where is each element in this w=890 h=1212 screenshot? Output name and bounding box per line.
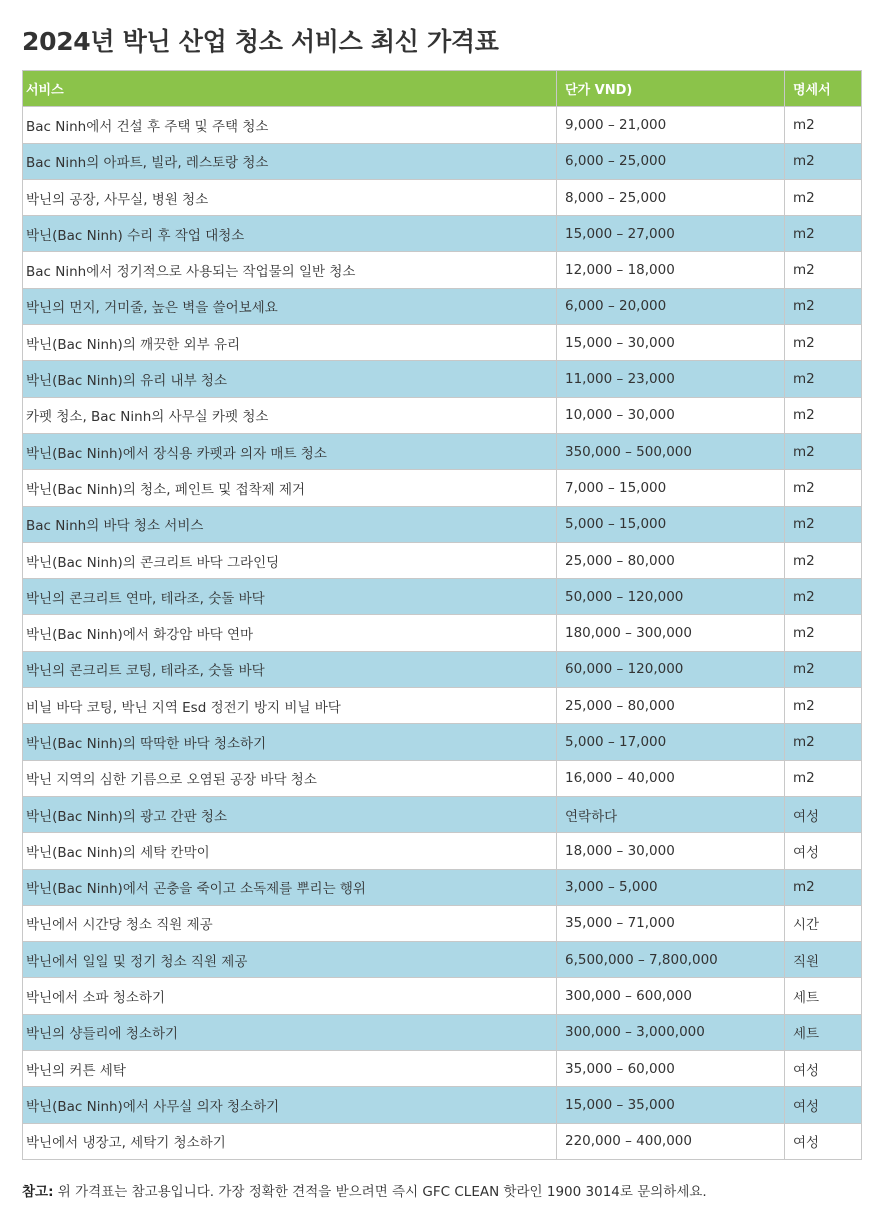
footnote-label: 참고: [22,1184,54,1200]
table-row [23,433,862,469]
unit-cell: 세트 [785,1014,862,1050]
price-cell: 9,000 – 21,000 [557,107,785,143]
table-row [23,179,862,215]
unit-cell: 여성 [785,1051,862,1087]
table-row [23,107,862,143]
price-cell: 60,000 – 120,000 [557,651,785,687]
price-cell: 35,000 – 60,000 [557,1051,785,1087]
price-cell: 25,000 – 80,000 [557,542,785,578]
price-cell: 35,000 – 71,000 [557,905,785,941]
table-row [23,942,862,978]
unit-cell: m2 [785,724,862,760]
unit-cell: m2 [785,433,862,469]
table-row [23,252,862,288]
table-row [23,688,862,724]
price-table [22,70,862,1160]
unit-cell: 여성 [785,1123,862,1159]
table-header-row [23,71,862,107]
price-cell: 6,000 – 20,000 [557,288,785,324]
unit-cell: 시간 [785,905,862,941]
price-cell: 350,000 – 500,000 [557,433,785,469]
table-row [23,651,862,687]
price-cell: 180,000 – 300,000 [557,615,785,651]
service-cell: 비닐 바닥 코팅, 박닌 지역 Esd 정전기 방지 비닐 바닥 [23,688,557,724]
service-cell: 박닌의 공장, 사무실, 병원 청소 [23,179,557,215]
service-cell: Bac Ninh의 아파트, 빌라, 레스토랑 청소 [23,143,557,179]
service-cell: 박닌에서 일일 및 정기 청소 직원 제공 [23,942,557,978]
table-row [23,579,862,615]
unit-cell: 여성 [785,833,862,869]
unit-cell: m2 [785,361,862,397]
unit-cell: m2 [785,615,862,651]
service-cell: 박닌의 커튼 세탁 [23,1051,557,1087]
unit-cell: m2 [785,325,862,361]
service-cell: 박닌의 샹들리에 청소하기 [23,1014,557,1050]
header-service: 서비스 [23,71,557,107]
page-title: 2024년 박닌 산업 청소 서비스 최신 가격표 [22,27,499,56]
table-row [23,760,862,796]
price-cell: 15,000 – 27,000 [557,216,785,252]
table-row [23,1014,862,1050]
table-row [23,1087,862,1123]
price-cell: 10,000 – 30,000 [557,397,785,433]
service-cell: 박닌(Bac Ninh)의 광고 간판 청소 [23,796,557,832]
price-cell: 3,000 – 5,000 [557,869,785,905]
service-cell: 박닌의 먼지, 거미줄, 높은 벽을 쓸어보세요 [23,288,557,324]
service-cell: 박닌(Bac Ninh)의 깨끗한 외부 유리 [23,325,557,361]
header-unit-price: 단가 VND) [557,71,785,107]
table-row [23,978,862,1014]
service-cell: 박닌(Bac Ninh)의 유리 내부 청소 [23,361,557,397]
table-row [23,361,862,397]
service-cell: 박닌에서 냉장고, 세탁기 청소하기 [23,1123,557,1159]
unit-cell: m2 [785,252,862,288]
price-cell: 6,500,000 – 7,800,000 [557,942,785,978]
unit-cell: m2 [785,470,862,506]
service-cell: 박닌(Bac Ninh)에서 화강암 바닥 연마 [23,615,557,651]
service-cell: 박닌의 콘크리트 코팅, 테라조, 숫돌 바닥 [23,651,557,687]
service-cell: 박닌에서 시간당 청소 직원 제공 [23,905,557,941]
unit-cell: 여성 [785,1087,862,1123]
price-cell: 300,000 – 600,000 [557,978,785,1014]
table-row [23,833,862,869]
footnote-text: 위 가격표는 참고용입니다. 가장 정확한 견적을 받으려면 즉시 GFC CLEAN 핫라인 1900 3014로 문의하세요. [53,1184,707,1200]
price-cell: 8,000 – 25,000 [557,179,785,215]
unit-cell: m2 [785,143,862,179]
service-cell: 박닌(Bac Ninh)의 딱딱한 바닥 청소하기 [23,724,557,760]
unit-cell: m2 [785,179,862,215]
price-cell: 25,000 – 80,000 [557,688,785,724]
table-row [23,1123,862,1159]
service-cell: 박닌(Bac Ninh)에서 장식용 카펫과 의자 매트 청소 [23,433,557,469]
unit-cell: m2 [785,542,862,578]
service-cell: 박닌(Bac Ninh)의 콘크리트 바닥 그라인딩 [23,542,557,578]
price-cell: 5,000 – 17,000 [557,724,785,760]
price-cell: 300,000 – 3,000,000 [557,1014,785,1050]
price-cell: 연락하다 [557,796,785,832]
price-cell: 7,000 – 15,000 [557,470,785,506]
service-cell: Bac Ninh에서 건설 후 주택 및 주택 청소 [23,107,557,143]
price-cell: 18,000 – 30,000 [557,833,785,869]
table-row [23,397,862,433]
price-cell: 220,000 – 400,000 [557,1123,785,1159]
service-cell: 박닌(Bac Ninh)에서 사무실 의자 청소하기 [23,1087,557,1123]
unit-cell: m2 [785,688,862,724]
unit-cell: m2 [785,869,862,905]
table-row [23,542,862,578]
table-row [23,143,862,179]
service-cell: 박닌(Bac Ninh)의 세탁 칸막이 [23,833,557,869]
table-row [23,216,862,252]
unit-cell: 세트 [785,978,862,1014]
service-cell: 박닌에서 소파 청소하기 [23,978,557,1014]
service-cell: 카펫 청소, Bac Ninh의 사무실 카펫 청소 [23,397,557,433]
table-row [23,724,862,760]
table-row [23,615,862,651]
service-cell: 박닌(Bac Ninh)에서 곤충을 죽이고 소독제를 뿌리는 행위 [23,869,557,905]
service-cell: 박닌 지역의 심한 기름으로 오염된 공장 바닥 청소 [23,760,557,796]
price-cell: 15,000 – 30,000 [557,325,785,361]
service-cell: 박닌(Bac Ninh)의 청소, 페인트 및 접착제 제거 [23,470,557,506]
unit-cell: m2 [785,397,862,433]
unit-cell: 여성 [785,796,862,832]
price-cell: 6,000 – 25,000 [557,143,785,179]
price-cell: 5,000 – 15,000 [557,506,785,542]
service-cell: 박닌의 콘크리트 연마, 테라조, 숫돌 바닥 [23,579,557,615]
unit-cell: 직원 [785,942,862,978]
price-cell: 16,000 – 40,000 [557,760,785,796]
table-row [23,470,862,506]
table-row [23,869,862,905]
service-cell: Bac Ninh에서 정기적으로 사용되는 작업물의 일반 청소 [23,252,557,288]
table-row [23,1051,862,1087]
unit-cell: m2 [785,107,862,143]
price-cell: 12,000 – 18,000 [557,252,785,288]
price-cell: 11,000 – 23,000 [557,361,785,397]
unit-cell: m2 [785,506,862,542]
footnote [22,1180,707,1200]
unit-cell: m2 [785,760,862,796]
header-specification: 명세서 [785,71,862,107]
table-row [23,288,862,324]
unit-cell: m2 [785,651,862,687]
unit-cell: m2 [785,579,862,615]
unit-cell: m2 [785,216,862,252]
table-row [23,905,862,941]
table-row [23,325,862,361]
table-row [23,796,862,832]
unit-cell: m2 [785,288,862,324]
table-row [23,506,862,542]
price-cell: 50,000 – 120,000 [557,579,785,615]
service-cell: Bac Ninh의 바닥 청소 서비스 [23,506,557,542]
table-body [23,107,862,1160]
price-cell: 15,000 – 35,000 [557,1087,785,1123]
service-cell: 박닌(Bac Ninh) 수리 후 작업 대청소 [23,216,557,252]
